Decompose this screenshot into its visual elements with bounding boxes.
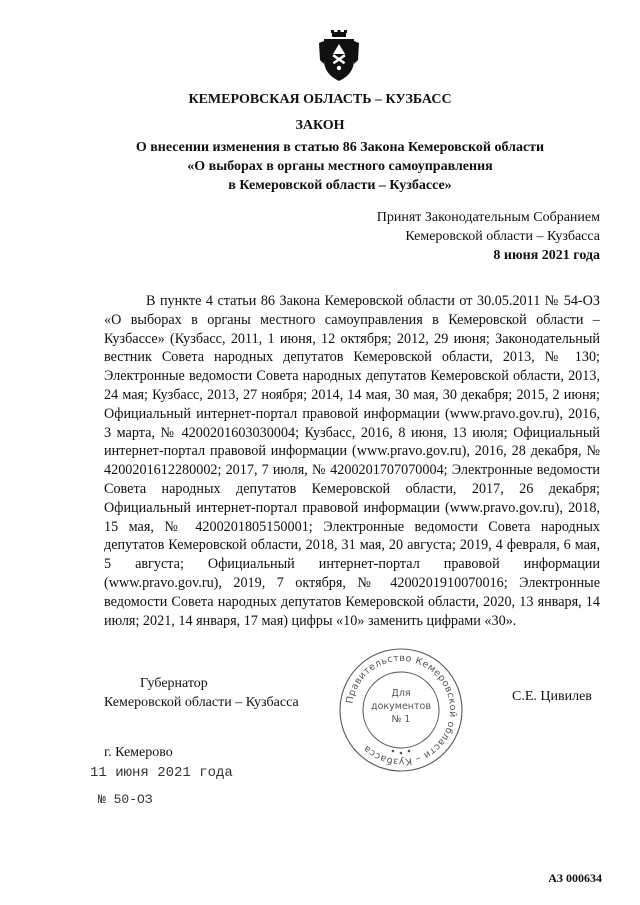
official-seal: [338, 647, 464, 773]
law-body-paragraph: В пункте 4 статьи 86 Закона Кемеровской области от 30.05.2011 № 54-ОЗ «О выборах в органы местного самоуправления в Кемеровской области – Кузбассе» (Кузбасс, 2011, 1 июня, 12 октября; 2012, 29 июня; Законодательный вестник Совета народных депутатов Кемеровской области, 2013, № 130; Электронные ведомости Совета народных депутатов Кемеровской области, 2013, 24 мая; Кузбасс, 2013, 27 ноября; 2014, 14 мая, 30 мая, 30 декабря; 2015, 2 июня; Официальный интернет-портал правовой информации (www.pravo.gov.ru), 2016, 3 марта, № 4200201603030004; Кузбасс, 2016, 8 июня, 13 июля; Официальный интернет-портал правовой информации (www.pravo.gov.ru), 2016, 28 декабря, № 4200201612280002; 2017, 7 июля, № 4200201707070004; Электронные ведомости Совета народных депутатов Кемеровской области, 2017, 26 декабря; Официальный интернет-портал правовой информации (www.pravo.gov.ru), 2018, 15 мая, № 4200201805150001; Электронные ведомости Совета народных депутатов Кемеровской области, 2018, 31 мая, 20 августа; 2019, 4 февраля, 6 мая, 5 августа; Официальный интернет-портал правовой информации (www.pravo.gov.ru), 2019, 7 октября, № 4200201910070016; Электронные ведомости Совета народных депутатов Кемеровской области, 2020, 13 января, 14 июля; 2021, 14 января, 17 мая) цифры «10» заменить цифрами «30».: [104, 293, 600, 629]
governor-title: [104, 674, 324, 712]
adoption-line: Кемеровской области – Кузбасса: [405, 229, 600, 244]
governor-title-line: Кемеровской области – Кузбасса: [104, 695, 299, 710]
region-name: КЕМЕРОВСКАЯ ОБЛАСТЬ – КУЗБАСС: [188, 92, 452, 107]
adoption-block: [377, 208, 600, 265]
signing-date: 11 июня 2021 года: [90, 765, 233, 781]
law-subject-line: О внесении изменения в статью 86 Закона Кемеровской области: [135, 140, 545, 155]
law-subject-line: «О выборах в органы местного самоуправления: [187, 159, 493, 174]
seal-ring-text: Правительство Кемеровской области – Кузбасса: [344, 652, 459, 768]
governor-title-line: Губернатор: [140, 676, 208, 691]
seal-star-icons: [392, 750, 411, 755]
governor-name: С.Е. Цивилев: [512, 689, 592, 704]
law-subject-title: [120, 138, 560, 195]
signing-city: г. Кемерово: [104, 745, 173, 760]
adoption-line: Принят Законодательным Собранием: [376, 210, 600, 225]
seal-center-text: документов: [371, 701, 431, 712]
seal-center-text: Для: [391, 688, 411, 699]
law-number: № 50-ОЗ: [98, 792, 153, 807]
seal-center-text: № 1: [391, 714, 411, 725]
document-type: ЗАКОН: [295, 118, 345, 133]
law-subject-line: в Кемеровской области – Кузбассе»: [228, 178, 452, 193]
adoption-date: 8 июня 2021 года: [493, 248, 600, 263]
form-serial-number: АЗ 000634: [548, 871, 602, 885]
coat-of-arms-icon: [318, 30, 360, 82]
